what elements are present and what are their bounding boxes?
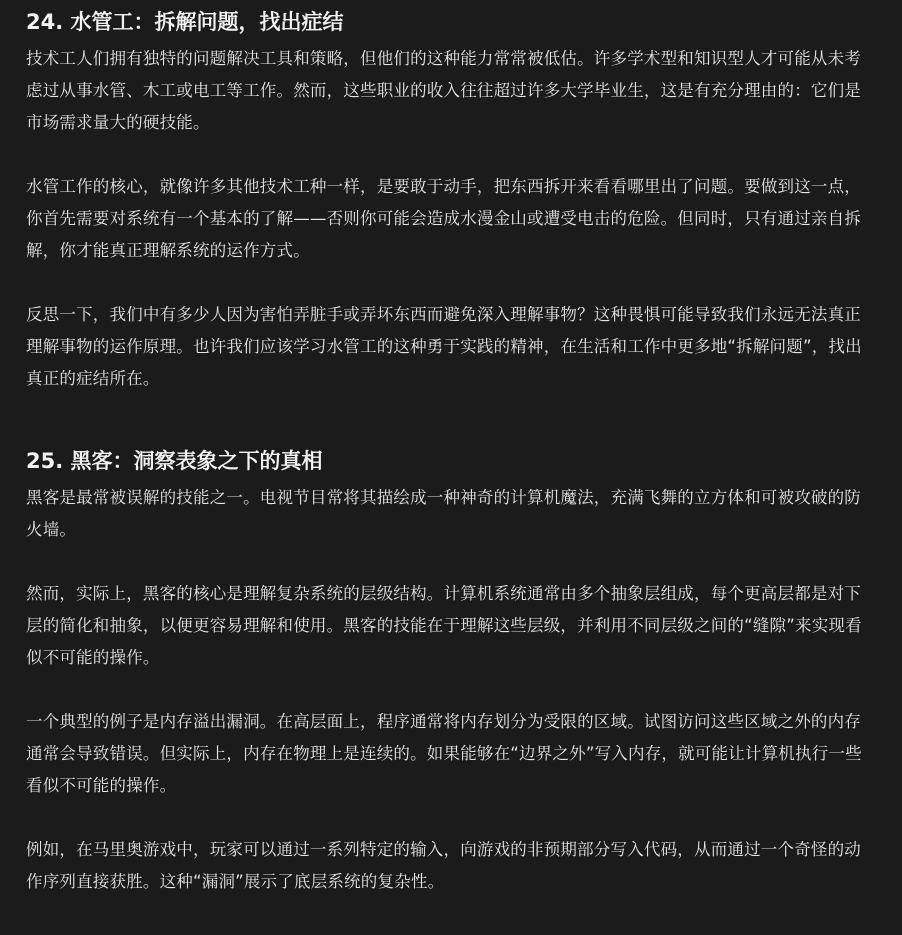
section-title: 24. 水管工：拆解问题，找出症结 [26, 10, 344, 34]
section-plumber [26, 6, 876, 395]
paragraph: 技术工人们拥有独特的问题解决工具和策略，但他们的这种能力常常被低估。许多学术型和知识型人才可能从未考虑过从事水管、木工或电工等工作。然而，这些职业的收入往往超过许多大学毕业生，这是有充分理由的：它们是市场需求量大的硬技能。 [26, 49, 861, 132]
paragraph: 反思一下，我们中有多少人因为害怕弄脏手或弄坏东西而避免深入理解事物？这种畏惧可能导致我们永远无法真正理解事物的运作原理。也许我们应该学习水管工的这种勇于实践的精神，在生活和工作中更多地“拆解问题”，找出真正的症结所在。 [26, 305, 862, 388]
paragraph: 例如，在马里奥游戏中，玩家可以通过一系列特定的输入，向游戏的非预期部分写入代码，从而通过一个奇怪的动作序列直接获胜。这种“漏洞”展示了底层系统的复杂性。 [26, 840, 861, 891]
paragraph: 一个典型的例子是内存溢出漏洞。在高层面上，程序通常将内存划分为受限的区域。试图访问这些区域之外的内存通常会导致错误。但实际上，内存在物理上是连续的。如果能够在“边界之外”写入内存，就可能让计算机执行一些看似不可能的操作。 [26, 712, 862, 795]
paragraph: 黑客是最常被误解的技能之一。电视节目常将其描绘成一种神奇的计算机魔法，充满飞舞的立方体和可被攻破的防火墙。 [26, 488, 861, 539]
paragraph: 水管工作的核心，就像许多其他技术工种一样，是要敢于动手，把东西拆开来看看哪里出了问题。要做到这一点，你首先需要对系统有一个基本的了解——否则你可能会造成水漫金山或遭受电击的危险。但同时，只有通过亲自拆解，你才能真正理解系统的运作方式。 [26, 177, 861, 260]
section-hacker [26, 445, 876, 898]
paragraph: 然而，实际上，黑客的核心是理解复杂系统的层级结构。计算机系统通常由多个抽象层组成，每个更高层都是对下层的简化和抽象，以便更容易理解和使用。黑客的技能在于理解这些层级，并利用不同层级之间的“缝隙”来实现看似不可能的操作。 [26, 584, 862, 667]
section-title: 25. 黑客：洞察表象之下的真相 [26, 449, 323, 473]
